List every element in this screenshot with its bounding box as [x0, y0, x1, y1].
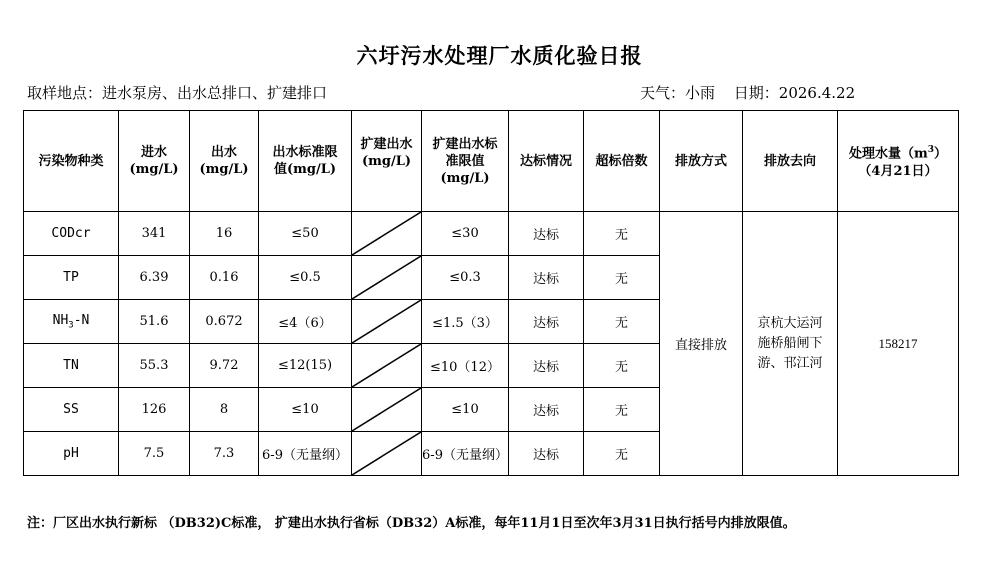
header-compliance: 达标情况 [509, 111, 584, 212]
exceed-value: 无 [584, 212, 660, 256]
ext-limit: ≤10（12） [422, 344, 509, 388]
pollutant-name: TP [24, 256, 119, 300]
header-pollutant: 污染物种类 [24, 111, 119, 212]
outflow-limit: ≤12(15) [259, 344, 352, 388]
header-exceed: 超标倍数 [584, 111, 660, 212]
water-quality-table [23, 110, 959, 476]
slash-icon [352, 300, 421, 343]
compliance-status: 达标 [509, 432, 584, 476]
ext-outflow-empty [352, 388, 422, 432]
page-title: 六圩污水处理厂水质化验日报 [356, 43, 643, 68]
ext-limit: 6-9（无量纲） [422, 432, 509, 476]
inflow-value: 51.6 [119, 300, 190, 344]
pollutant-name: SS [24, 388, 119, 432]
header-ext-outflow: 扩建出水 (mg/L) [352, 111, 422, 212]
outflow-limit: ≤10 [259, 388, 352, 432]
ext-outflow-empty [352, 432, 422, 476]
header-row [24, 111, 959, 212]
pollutant-name: CODcr [24, 212, 119, 256]
slash-icon [352, 212, 421, 255]
footnote: 注：厂区出水执行新标 （DB32)C标准， 扩建出水执行省标（DB32）A标准，每年11月1日至次年3月31日执行括号内排放限值。 [27, 516, 796, 531]
outflow-limit: ≤50 [259, 212, 352, 256]
outflow-limit: ≤4（6） [259, 300, 352, 344]
outflow-value: 16 [190, 212, 259, 256]
outflow-limit: 6-9（无量纲） [259, 432, 352, 476]
compliance-status: 达标 [509, 388, 584, 432]
ext-limit: ≤0.3 [422, 256, 509, 300]
exceed-value: 无 [584, 300, 660, 344]
compliance-status: 达标 [509, 256, 584, 300]
inflow-value: 7.5 [119, 432, 190, 476]
pollutant-name: pH [24, 432, 119, 476]
date-label: 日期：2026.4.22 [733, 84, 856, 102]
header-discharge-dest: 排放去向 [743, 111, 838, 212]
ext-outflow-empty [352, 256, 422, 300]
pollutant-name: TN [24, 344, 119, 388]
header-ext-limit: 扩建出水标 准限值 (mg/L) [422, 111, 509, 212]
discharge-method: 直接排放 [660, 212, 743, 476]
outflow-value: 7.3 [190, 432, 259, 476]
exceed-value: 无 [584, 388, 660, 432]
inflow-value: 6.39 [119, 256, 190, 300]
header-outflow: 出水 (mg/L) [190, 111, 259, 212]
inflow-value: 55.3 [119, 344, 190, 388]
slash-icon [352, 388, 421, 431]
header-inflow: 进水 (mg/L) [119, 111, 190, 212]
outflow-limit: ≤0.5 [259, 256, 352, 300]
ext-outflow-empty [352, 212, 422, 256]
inflow-value: 341 [119, 212, 190, 256]
outflow-value: 8 [190, 388, 259, 432]
ext-limit: ≤30 [422, 212, 509, 256]
header-discharge-method: 排放方式 [660, 111, 743, 212]
compliance-status: 达标 [509, 344, 584, 388]
outflow-value: 9.72 [190, 344, 259, 388]
ext-limit: ≤10 [422, 388, 509, 432]
compliance-status: 达标 [509, 212, 584, 256]
compliance-status: 达标 [509, 300, 584, 344]
discharge-destination: 京杭大运河 施桥船闸下 游、邗江河 [743, 212, 838, 476]
ext-outflow-empty [352, 344, 422, 388]
header-out-limit: 出水标准限 值(mg/L) [259, 111, 352, 212]
weather-label: 天气：小雨 [640, 84, 716, 102]
ext-limit: ≤1.5（3） [422, 300, 509, 344]
meta-right [640, 82, 855, 103]
pollutant-name: $NH_3-N$ [24, 300, 119, 344]
exceed-value: 无 [584, 432, 660, 476]
outflow-value: 0.672 [190, 300, 259, 344]
slash-icon [352, 432, 421, 475]
sampling-location: 取样地点：进水泵房、出水总排口、扩建排口 [27, 84, 328, 102]
treated-volume: 158217 [838, 212, 959, 476]
exceed-value: 无 [584, 344, 660, 388]
header-volume: 处理水量$(m^3)$ （4月21日） [838, 111, 959, 212]
ext-outflow-empty [352, 300, 422, 344]
exceed-value: 无 [584, 256, 660, 300]
slash-icon [352, 344, 421, 387]
slash-icon [352, 256, 421, 299]
table-row [24, 212, 959, 256]
inflow-value: 126 [119, 388, 190, 432]
outflow-value: 0.16 [190, 256, 259, 300]
